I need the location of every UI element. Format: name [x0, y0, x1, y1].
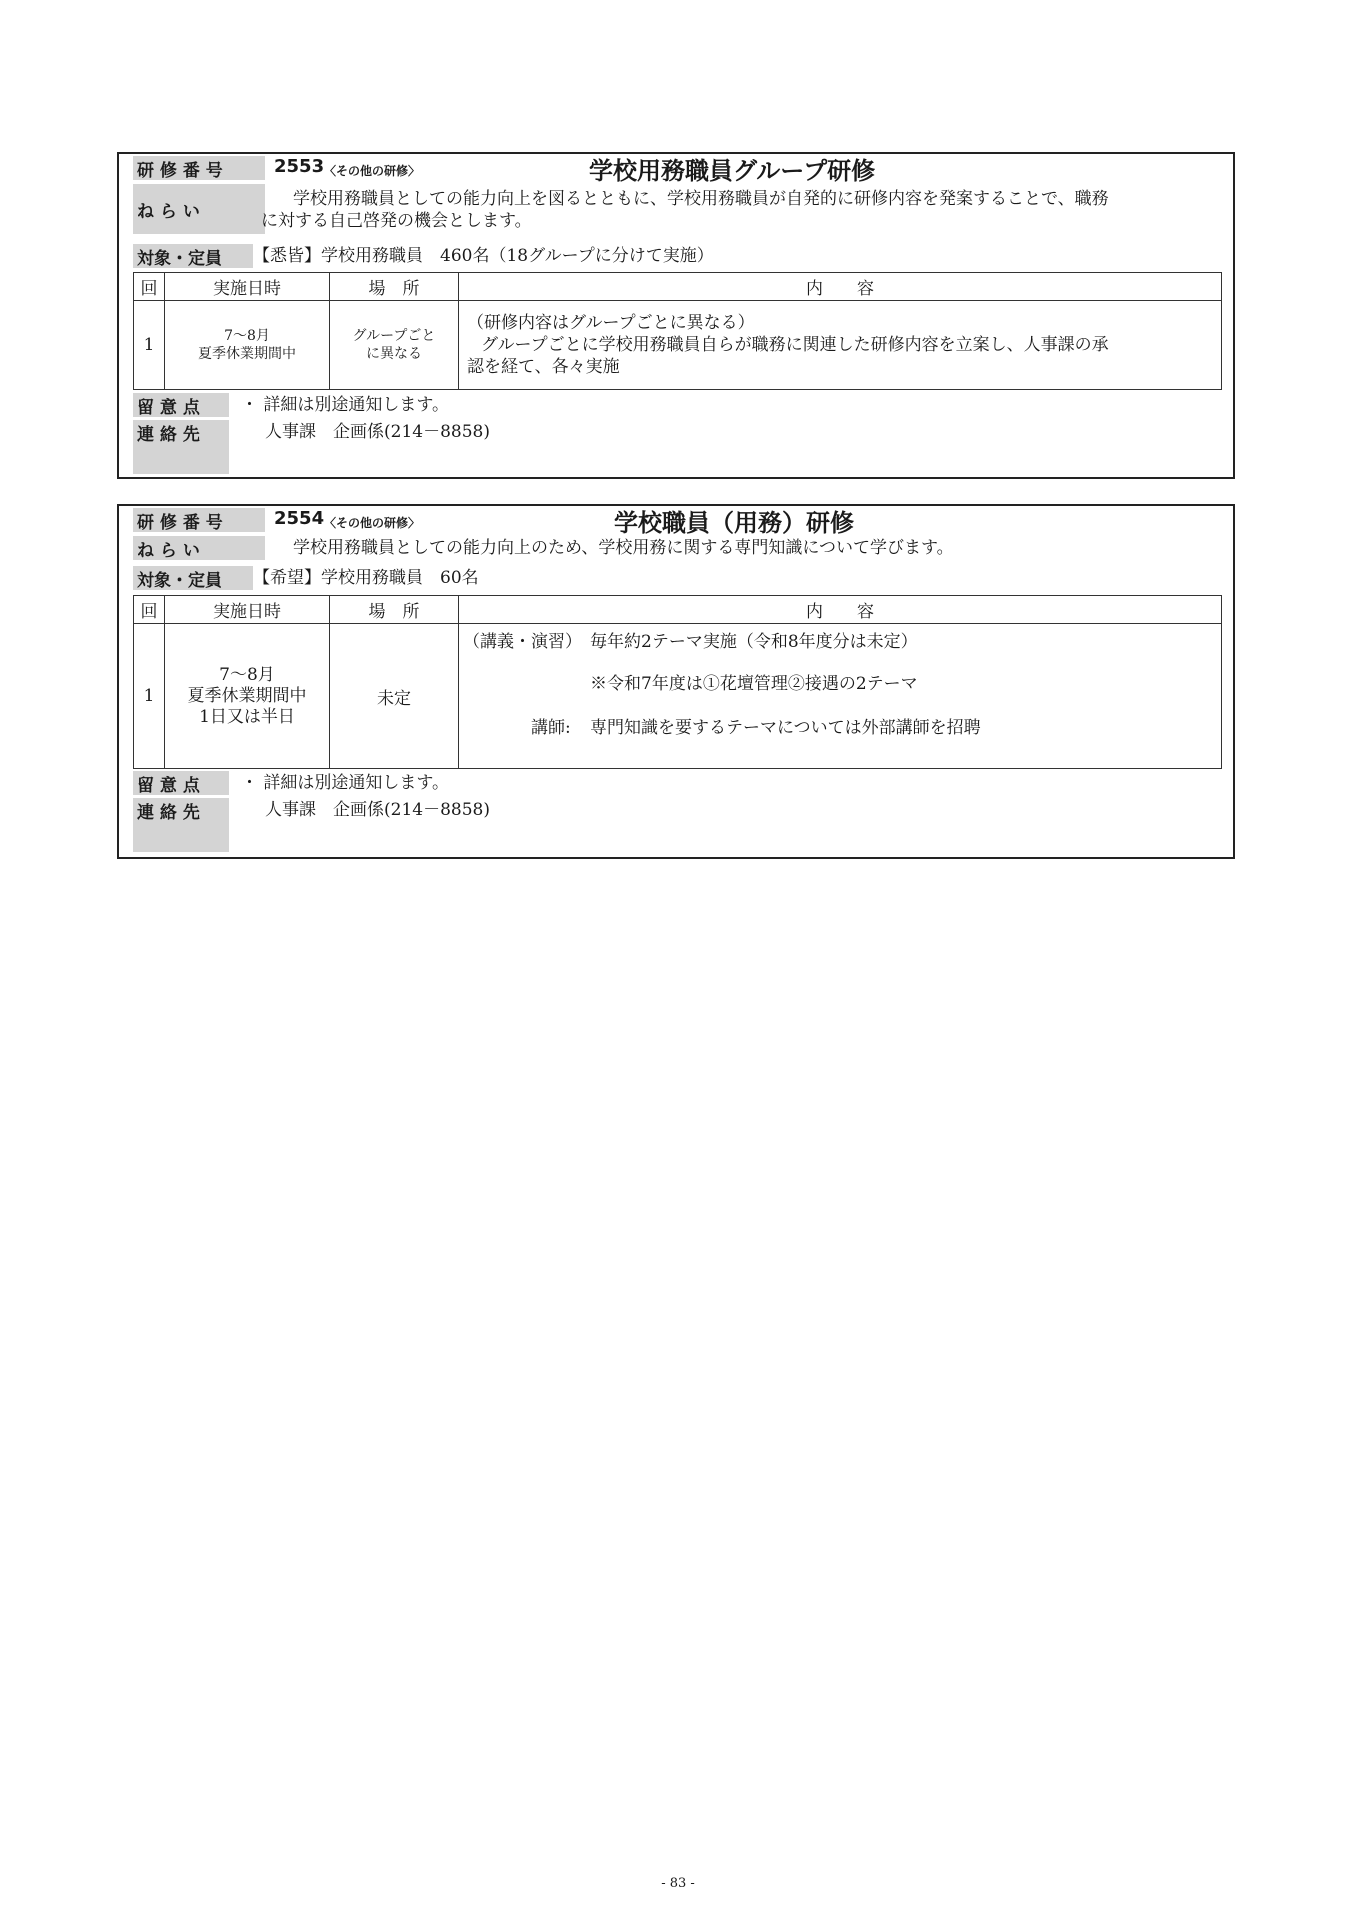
- lecturer-text: 専門知識を要するテーマについては外部講師を招聘: [590, 718, 981, 738]
- cell-date: 7～8月 夏季休業期間中: [165, 301, 330, 390]
- label-contact: 連 絡 先: [133, 420, 229, 444]
- header-place: 場 所: [330, 273, 459, 301]
- header-date: 実施日時: [165, 596, 330, 624]
- cell-content: [459, 624, 1222, 769]
- course-category: 〈その他の研修〉: [324, 164, 421, 178]
- cell-content: （研修内容はグループごとに異なる） グループごとに学校用務職員自らが職務に関連した研修内容を立案し、人事課の承 認を経て、各々実施: [459, 301, 1222, 390]
- cell-kai: 1: [134, 301, 165, 390]
- label-number: 研 修 番 号: [133, 156, 265, 180]
- table-row: [134, 301, 1222, 390]
- header-kai: 回: [134, 273, 165, 301]
- target-text: 【悉皆】学校用務職員 460名（18グループに分けて実施）: [253, 246, 714, 266]
- notes-text: ・ 詳細は別途通知します。: [241, 395, 450, 415]
- cell-place: グループごと に異なる: [330, 301, 459, 390]
- course-card-2553: [117, 152, 1235, 479]
- label-spacer: [133, 444, 229, 474]
- schedule-table: [133, 595, 1222, 769]
- course-title: 学校用務職員グループ研修: [589, 157, 876, 185]
- content-type: （講義・演習）: [463, 632, 582, 652]
- table-row: [134, 624, 1222, 769]
- content-line-1: 毎年約2テーマ実施（令和8年度分は未定）: [590, 632, 918, 652]
- label-target: 対象・定員: [133, 566, 253, 590]
- page-number: - 83 -: [661, 1876, 695, 1891]
- label-notes: 留 意 点: [133, 771, 229, 795]
- contact-text: 人事課 企画係(214－8858): [265, 422, 490, 442]
- notes-text: ・ 詳細は別途通知します。: [241, 773, 450, 793]
- contact-text: 人事課 企画係(214－8858): [265, 800, 490, 820]
- label-number: 研 修 番 号: [133, 508, 265, 532]
- label-contact: 連 絡 先: [133, 798, 229, 822]
- course-number: 2553: [274, 156, 325, 177]
- aim-line-2: に対する自己啓発の機会とします。: [261, 211, 532, 231]
- label-target: 対象・定員: [133, 244, 253, 268]
- label-notes: 留 意 点: [133, 393, 229, 417]
- course-card-2554: [117, 504, 1235, 859]
- aim-text: 学校用務職員としての能力向上のため、学校用務に関する専門知識について学びます。: [293, 538, 954, 558]
- header-date: 実施日時: [165, 273, 330, 301]
- header-content: 内 容: [459, 596, 1222, 624]
- header-content: 内 容: [459, 273, 1222, 301]
- target-text: 【希望】学校用務職員 60名: [253, 568, 479, 588]
- course-number: 2554: [274, 508, 325, 529]
- course-category: 〈その他の研修〉: [324, 516, 421, 530]
- label-aim: ね ら い: [133, 536, 265, 560]
- schedule-table: [133, 272, 1222, 390]
- course-title: 学校職員（用務）研修: [614, 509, 854, 537]
- cell-place: 未定: [330, 624, 459, 769]
- cell-date: 7～8月 夏季休業期間中 1日又は半日: [165, 624, 330, 769]
- header-place: 場 所: [330, 596, 459, 624]
- content-line-2: ※令和7年度は①花壇管理②接遇の2テーマ: [590, 674, 918, 694]
- aim-line-1: 学校用務職員としての能力向上を図るとともに、学校用務職員が自発的に研修内容を発案することで、職務: [293, 189, 1109, 209]
- cell-kai: 1: [134, 624, 165, 769]
- lecturer-label: 講師:: [531, 718, 571, 738]
- label-aim: ね ら い: [133, 184, 265, 234]
- header-kai: 回: [134, 596, 165, 624]
- label-spacer: [133, 822, 229, 852]
